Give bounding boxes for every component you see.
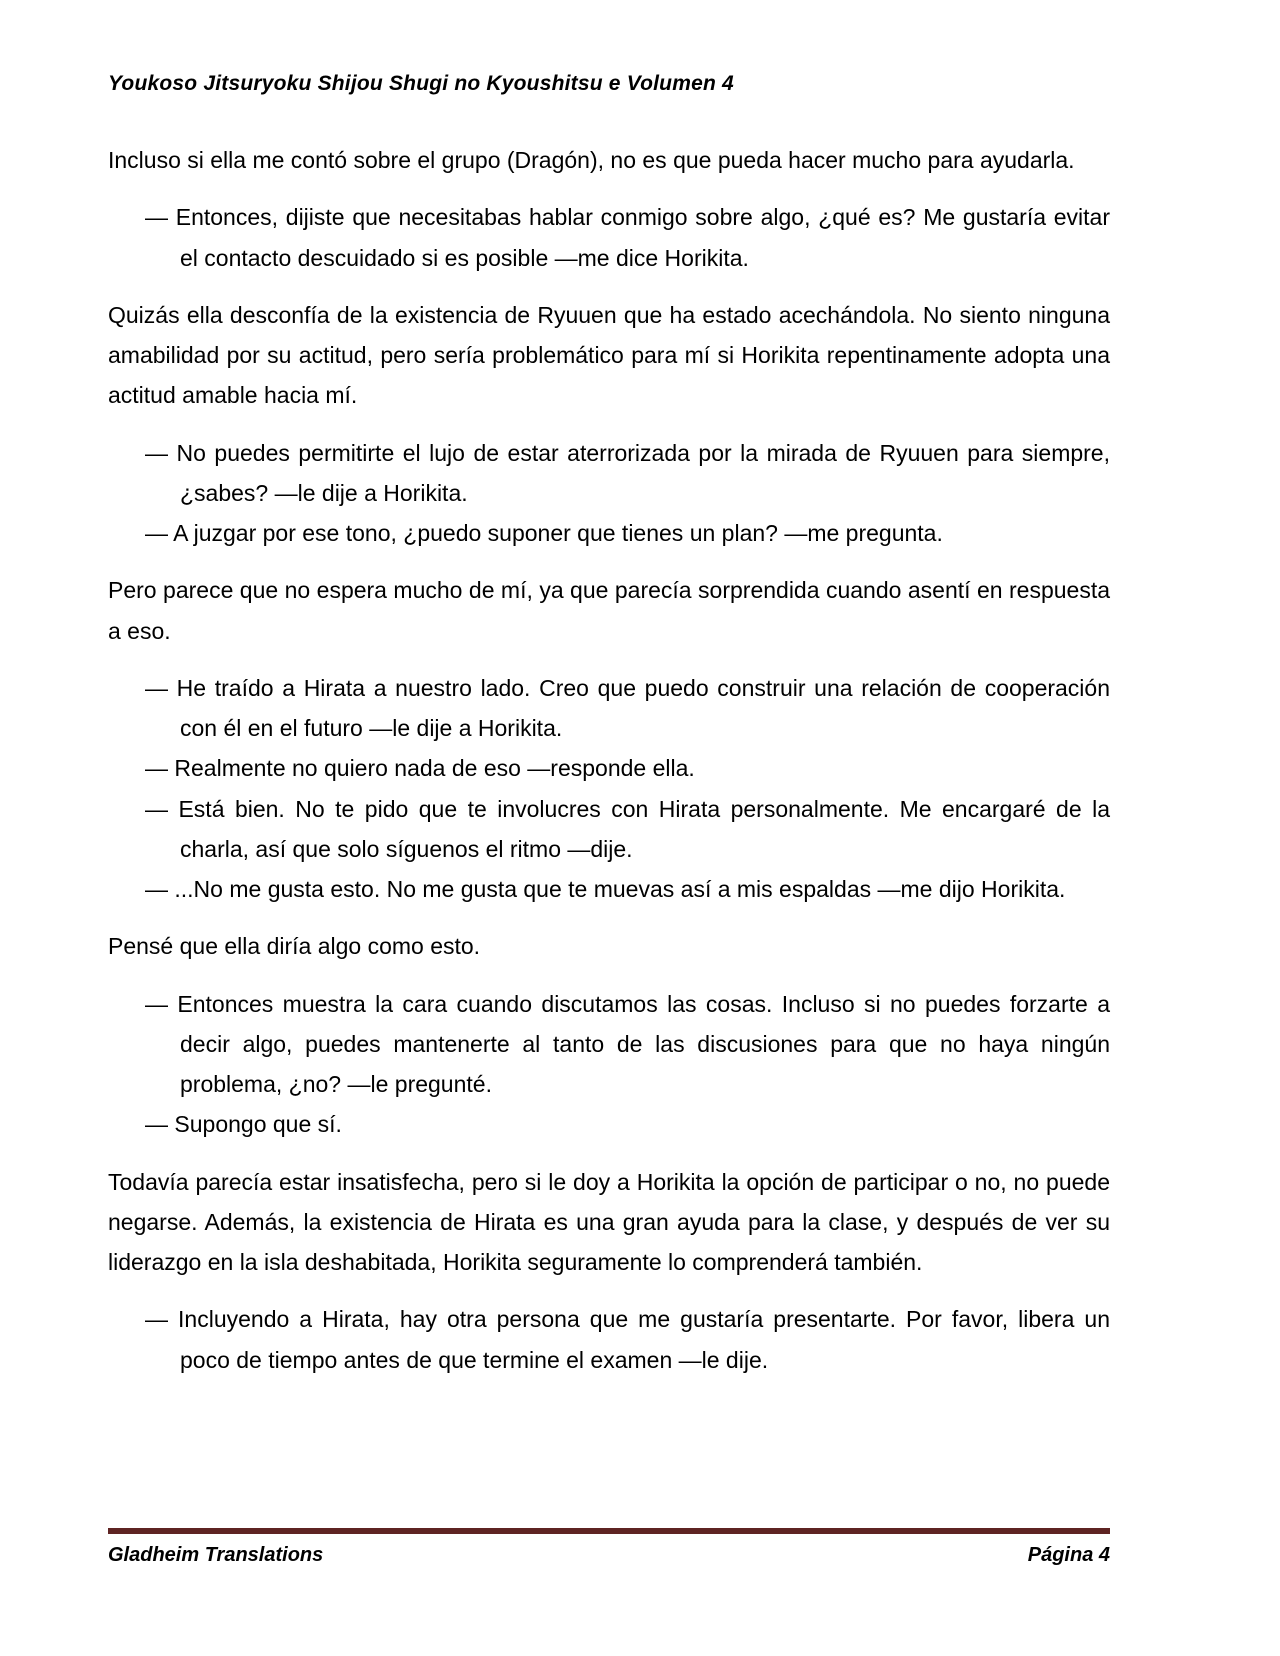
translator-credit: Gladheim Translations (108, 1544, 324, 1566)
dialogue-line: — He traído a Hirata a nuestro lado. Creo que puedo construir una relación de cooperación con él en el futuro —le dije a Horikita. (145, 674, 1110, 741)
footer-row (108, 1544, 1110, 1567)
dialogue-line: — Entonces, dijiste que necesitabas hablar conmigo sobre algo, ¿qué es? Me gustaría evitar el contacto descuidado si es posible —me dice Horikita. (145, 204, 1110, 271)
dialogue-line: — No puedes permitirte el lujo de estar aterrorizada por la mirada de Ryuuen para siempre, ¿sabes? —le dije a Horikita. (145, 439, 1110, 506)
narration-paragraph: Quizás ella desconfía de la existencia de Ryuuen que ha estado acechándola. No siento ninguna amabilidad por su actitud, pero sería problemático para mí si Horikita repentinamente adopta una actitud amable hacia mí. (108, 301, 1110, 409)
dialogue-group (108, 1299, 1110, 1380)
page-number: Página 4 (1027, 1544, 1110, 1566)
dialogue-line: — Entonces muestra la cara cuando discutamos las cosas. Incluso si no puedes forzarte a decir algo, puedes mantenerte al tanto de las discusiones para que no haya ningún problema, ¿no? —le pregunté. (145, 990, 1110, 1097)
footer-rule (108, 1528, 1110, 1534)
dialogue-group (108, 668, 1110, 910)
dialogue-group (108, 984, 1110, 1145)
book-title: Youkoso Jitsuryoku Shijou Shugi no Kyoushitsu e Volumen 4 (108, 72, 734, 95)
dialogue-line: — Supongo que sí. (145, 1111, 342, 1138)
dialogue-line: — Incluyendo a Hirata, hay otra persona que me gustaría presentarte. Por favor, libera un poco de tiempo antes de que termine el examen —le dije. (145, 1306, 1110, 1373)
dialogue-group (108, 433, 1110, 554)
dialogue-group (108, 197, 1110, 278)
narration-paragraph: Todavía parecía estar insatisfecha, pero si le doy a Horikita la opción de participar o no, no puede negarse. Además, la existencia de Hirata es una gran ayuda para la clase, y después de ver su liderazgo en la isla deshabitada, Horikita seguramente lo comprenderá también. (108, 1168, 1110, 1275)
dialogue-line: — Está bien. No te pido que te involucres con Hirata personalmente. Me encargaré de la charla, así que solo síguenos el ritmo —dije. (145, 795, 1110, 862)
narration-paragraph: Pensé que ella diría algo como esto. (108, 933, 481, 960)
dialogue-line: — ...No me gusta esto. No me gusta que te muevas así a mis espaldas —me dijo Horikita. (145, 876, 1066, 902)
narration-paragraph: Pero parece que no espera mucho de mí, ya que parecía sorprendida cuando asentí en respuesta a eso. (108, 577, 1110, 644)
page-footer (108, 1528, 1110, 1567)
narration-paragraph: Incluso si ella me contó sobre el grupo (Dragón), no es que pueda hacer mucho para ayudarla. (108, 147, 1075, 173)
page-header (0, 0, 1280, 96)
page-body (0, 140, 1280, 1380)
dialogue-line: — Realmente no quiero nada de eso —responde ella. (145, 755, 695, 782)
dialogue-line: — A juzgar por ese tono, ¿puedo suponer que tienes un plan? —me pregunta. (145, 520, 943, 546)
